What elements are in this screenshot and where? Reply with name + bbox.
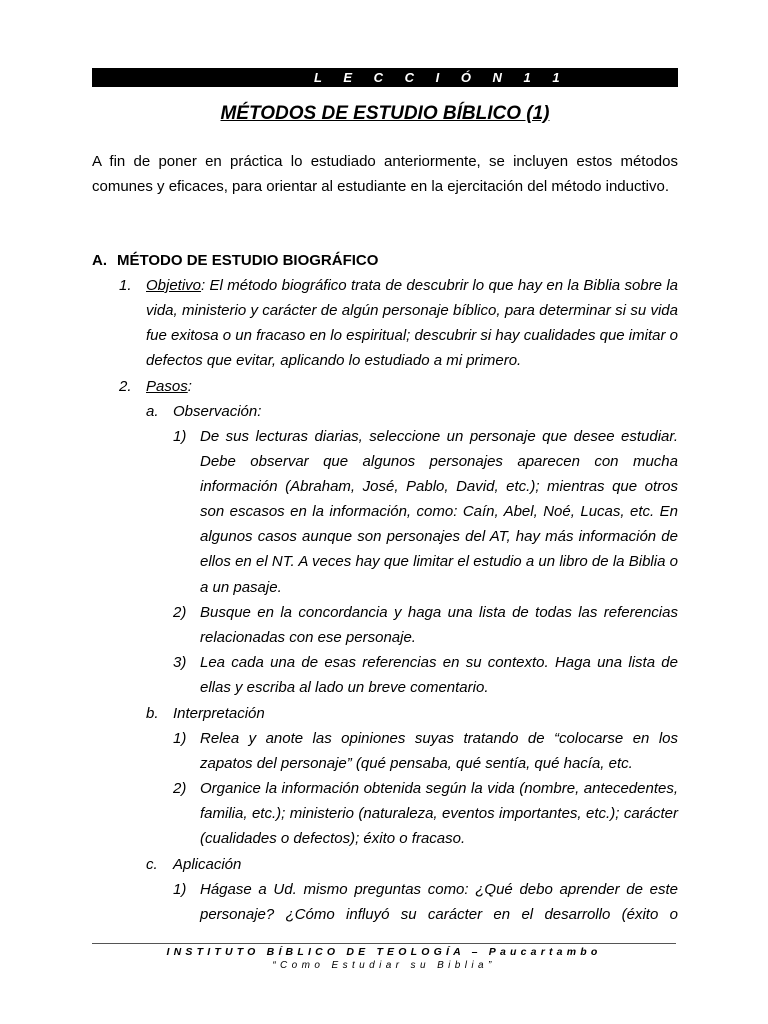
section-a-title: MÉTODO DE ESTUDIO BIOGRÁFICO [117,252,379,269]
step-b2-text: Organice la información obtenida según la vida (nombre, antecedentes, familia, etc.); ministerio (naturaleza, eventos importantes, etc.); carácter (cualidades o defectos); éxito o fracaso. [200,780,678,848]
sub-b-label: Interpretación [173,705,265,722]
intro-paragraph: A fin de poner en práctica lo estudiado anteriormente, se incluyen estos métodos comunes y eficaces, para orientar al estudiante en la ejercitación del método inductivo. [92,153,678,196]
objective-label: Objetivo [146,277,202,294]
step-a3-marker: 3) [173,654,187,671]
objective-text: : El método biográfico trata de descubrir lo que hay en la Biblia sobre la vida, ministerio y carácter de algún personaje bíblico, para determinar si su vida fue exitosa o un fracaso en lo espiritual; descubrir si hay cualidades que imitar o defectos que evitar, aplicando lo estudiado a mi primero. [146,277,678,370]
item-2-label-line [146,374,192,399]
step-a2-text: Busque en la concordancia y haga una lista de todas las referencias relacionadas con ese personaje. [200,604,678,647]
step-a1-marker: 1) [173,428,187,445]
step-a3-text: Lea cada una de esas referencias en su contexto. Haga una lista de ellas y escriba al lado un breve comentario. [200,654,678,697]
sub-a-marker: a. [146,403,159,420]
item-1-paragraph [146,273,678,373]
sub-c-marker: c. [146,856,158,873]
section-a-marker: A. [92,252,107,269]
lesson-number: L E C C I Ó N 1 1 [314,70,569,85]
step-c1-marker: 1) [173,881,187,898]
steps-suffix: : [187,378,192,395]
step-b2-marker: 2) [173,780,187,797]
footer-institute: INSTITUTO BÍBLICO DE TEOLOGÍA – Paucartambo [166,946,602,958]
lesson-banner [92,68,678,87]
footer-course: “Como Estudiar su Biblia” [272,960,496,971]
step-c1-text: Hágase a Ud. mismo preguntas como: ¿Qué debo aprender de este personaje? ¿Cómo influyó su carácter en el desarrollo (éxito o [200,881,678,924]
step-a1-text: De sus lecturas diarias, seleccione un personaje que desee estudiar. Debe observar que algunos personajes aparecen con mucha información (Abraham, José, Pablo, David, etc.); mientras que otros son escasos en la información, como: Caín, Abel, Noé, Lucas, etc. En algunos casos aunque son personajes del AT, hay más información de ellos en el NT. A veces hay que limitar el estudio a un libro de la Biblia o a un pasaje. [200,428,678,596]
page-title: MÉTODOS DE ESTUDIO BÍBLICO (1) [220,103,550,124]
item-1-marker: 1. [119,277,132,294]
sub-a-label: Observación: [173,403,262,420]
footer-divider [92,943,676,944]
step-b1-text: Relea y anote las opiniones suyas tratando de “colocarse en los zapatos del personaje” (qué pensaba, qué sentía, qué hacía, etc. [200,730,678,773]
step-a2-marker: 2) [173,604,187,621]
section-a-heading [92,248,378,273]
step-b1-marker: 1) [173,730,187,747]
steps-label: Pasos [146,378,188,395]
item-2-marker: 2. [119,378,132,395]
sub-c-label: Aplicación [173,856,242,873]
sub-b-marker: b. [146,705,159,722]
